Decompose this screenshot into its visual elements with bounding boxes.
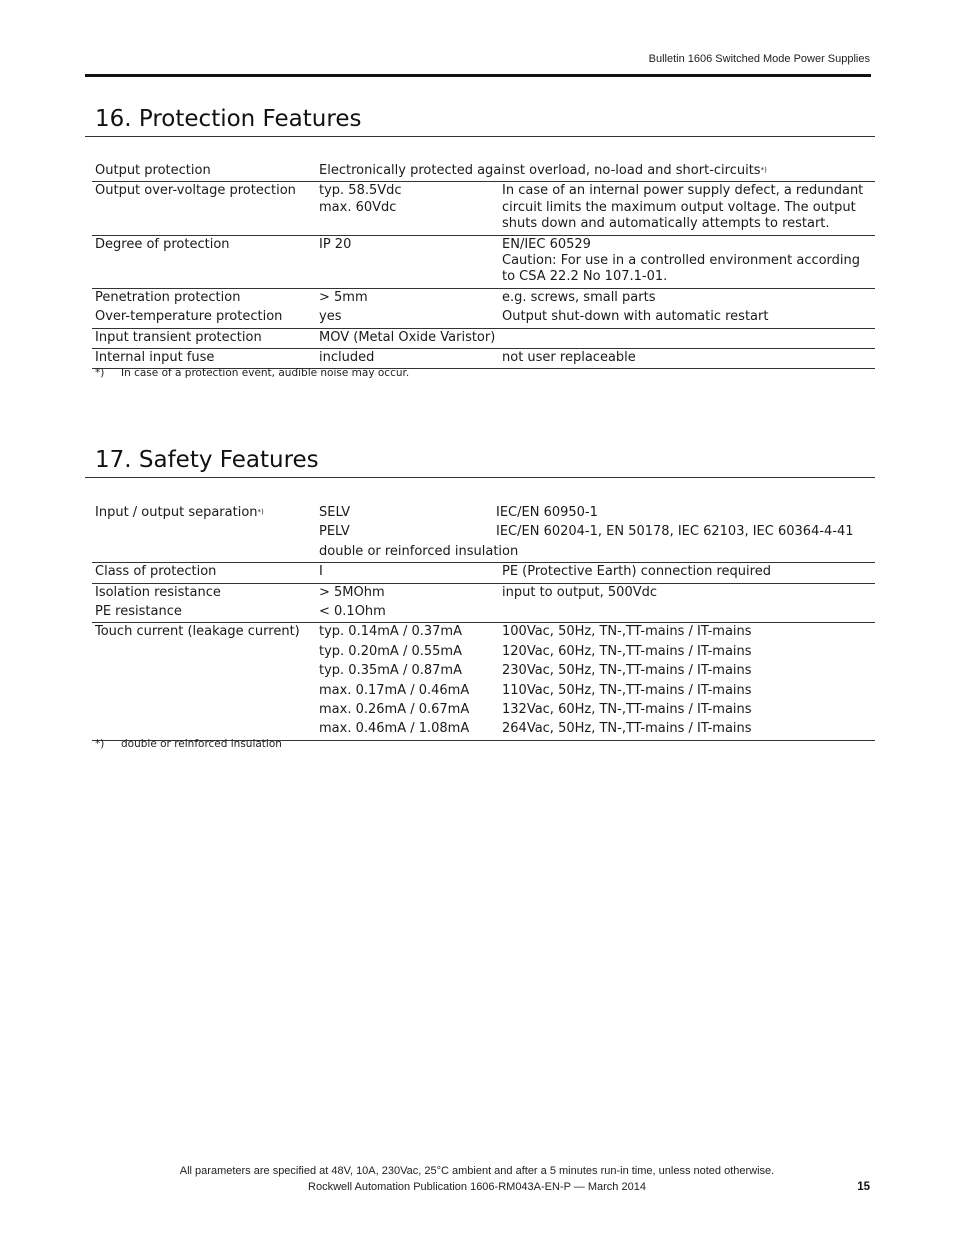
table-row [92,349,875,369]
spec-note [499,235,875,288]
spec-label-text: Touch current (leakage current) [95,624,300,640]
spec-note [499,288,875,308]
spec-label-text: Input transient protection [95,329,262,345]
footnote-text: In case of a protection event, audible noise may occur. [121,367,410,379]
spec-note [499,308,875,328]
footer-conditions: All parameters are specified at 48V, 10A, 230Vac, 25°C ambient and after a 5 minutes run-in time, unless noted otherwise. [179,1165,775,1177]
footnote-ref: *) [760,166,767,174]
spec-note-line: EN/IEC 60529 [502,236,591,252]
spec-note [499,563,875,583]
spec-label [92,504,316,563]
spec-value-line: double or reinforced insulation [319,543,519,559]
spec-label [92,328,316,348]
spec-value [316,563,499,583]
footnote-mark: *) [95,367,105,379]
table-row [92,308,875,328]
spec-value-line: included [319,350,375,366]
spec-value [316,583,499,603]
footnote-mark: *) [95,738,105,750]
spec-note-line: 230Vac, 50Hz, TN-,TT-mains / IT-mains [502,663,752,679]
spec-value [316,623,499,740]
table-row [92,623,875,740]
table-row [92,504,875,563]
table-row [92,235,875,288]
footnote-text: double or reinforced insulation [121,738,282,750]
spec-label [92,583,316,603]
spec-label-text: Degree of protection [95,236,230,252]
spec-note-line: Caution: For use in a controlled environment according to CSA 22.2 No 107.1-01. [502,253,861,285]
spec-note-line: 264Vac, 50Hz, TN-,TT-mains / IT-mains [502,721,752,737]
spec-value-line: > 5MOhm [319,584,385,600]
spec-label [92,563,316,583]
table-row [92,583,875,603]
spec-value [316,328,875,348]
protection-footnote [95,367,409,379]
spec-note-line: In case of an internal power supply defect, a redundant circuit limits the maximum output voltage. The output shuts down and automatically attempts to restart. [502,183,864,232]
spec-label-text: Class of protection [95,564,217,580]
spec-label [92,162,316,182]
spec-note-line: input to output, 500Vdc [502,584,658,600]
spec-label [92,288,316,308]
safety-footnote [95,738,282,750]
protection-title-rule [85,136,875,137]
running-header: Bulletin 1606 Switched Mode Power Supplies [648,53,870,65]
spec-label-text: Input / output separation [95,505,258,520]
spec-value-line: typ. 0.20mA / 0.55mA [319,643,462,659]
spec-value-line: max. 0.17mA / 0.46mA [319,682,470,698]
spec-value-line: I [319,564,323,580]
table-row [92,603,875,623]
spec-label-text: Isolation resistance [95,584,221,600]
spec-note [499,182,875,235]
spec-value [316,603,499,623]
spec-note [499,603,875,623]
spec-label-text: Penetration protection [95,289,241,305]
table-row [92,182,875,235]
spec-label [92,603,316,623]
value-note-pair [319,505,872,521]
spec-value [316,162,875,182]
spec-value-line: max. 60Vdc [319,199,397,215]
spec-value-text: Electronically protected against overload, no-load and short-circuits [319,163,761,178]
spec-note-line: 132Vac, 60Hz, TN-,TT-mains / IT-mains [502,702,752,718]
spec-note-line: PE (Protective Earth) connection required [502,564,771,580]
spec-value-line: MOV (Metal Oxide Varistor) [319,329,496,345]
spec-label-text: Over-temperature protection [95,309,283,325]
spec-label-text: Output protection [95,163,211,178]
spec-value-line: max. 0.26mA / 0.67mA [319,702,470,718]
spec-value-line: typ. 58.5Vdc [319,183,402,199]
header-rule [85,74,871,77]
spec-note-line: 120Vac, 60Hz, TN-,TT-mains / IT-mains [502,643,752,659]
table-row [92,162,875,182]
spec-note [499,349,875,369]
spec-value-line: typ. 0.14mA / 0.37mA [319,624,462,640]
footnote-ref: *) [257,508,264,516]
spec-label [92,623,316,740]
spec-value-line: PELV [319,524,350,540]
safety-title-rule [85,477,875,478]
footer-publication: Rockwell Automation Publication 1606-RM043A-EN-P — March 2014 [308,1181,646,1193]
spec-value-line: yes [319,309,342,325]
safety-section-title: 17. Safety Features [95,447,319,473]
spec-value [316,288,499,308]
spec-label-text: Internal input fuse [95,350,215,366]
page-number: 15 [857,1181,870,1193]
value-note-pair [319,524,872,540]
spec-note [499,583,875,603]
safety-features-table [92,504,875,741]
table-row [92,328,875,348]
spec-value [316,308,499,328]
spec-note-line: e.g. screws, small parts [502,289,656,305]
spec-value [316,504,875,563]
spec-value [316,349,499,369]
spec-value-line: IP 20 [319,236,352,252]
spec-note-line: 110Vac, 50Hz, TN-,TT-mains / IT-mains [502,682,752,698]
spec-note-line: IEC/EN 60204-1, EN 50178, IEC 62103, IEC 60364-4-41 [496,524,854,540]
spec-label-text: PE resistance [95,604,182,620]
spec-value [316,182,499,235]
spec-value-line: max. 0.46mA / 1.08mA [319,721,470,737]
spec-label [92,308,316,328]
protection-features-table [92,162,875,369]
spec-label [92,182,316,235]
spec-value-line: SELV [319,505,351,520]
spec-note-line: not user replaceable [502,350,636,366]
table-row [92,288,875,308]
spec-value [316,235,499,288]
spec-value-line: > 5mm [319,289,368,305]
spec-value-line: < 0.1Ohm [319,604,386,620]
spec-note-line: IEC/EN 60950-1 [496,505,598,520]
spec-note [499,623,875,740]
protection-section-title: 16. Protection Features [95,106,362,132]
spec-note-line: Output shut-down with automatic restart [502,309,769,325]
spec-note-line: 100Vac, 50Hz, TN-,TT-mains / IT-mains [502,624,752,640]
spec-label [92,235,316,288]
spec-label [92,349,316,369]
table-row [92,563,875,583]
spec-label-text: Output over-voltage protection [95,183,296,199]
spec-value-line: typ. 0.35mA / 0.87mA [319,663,462,679]
